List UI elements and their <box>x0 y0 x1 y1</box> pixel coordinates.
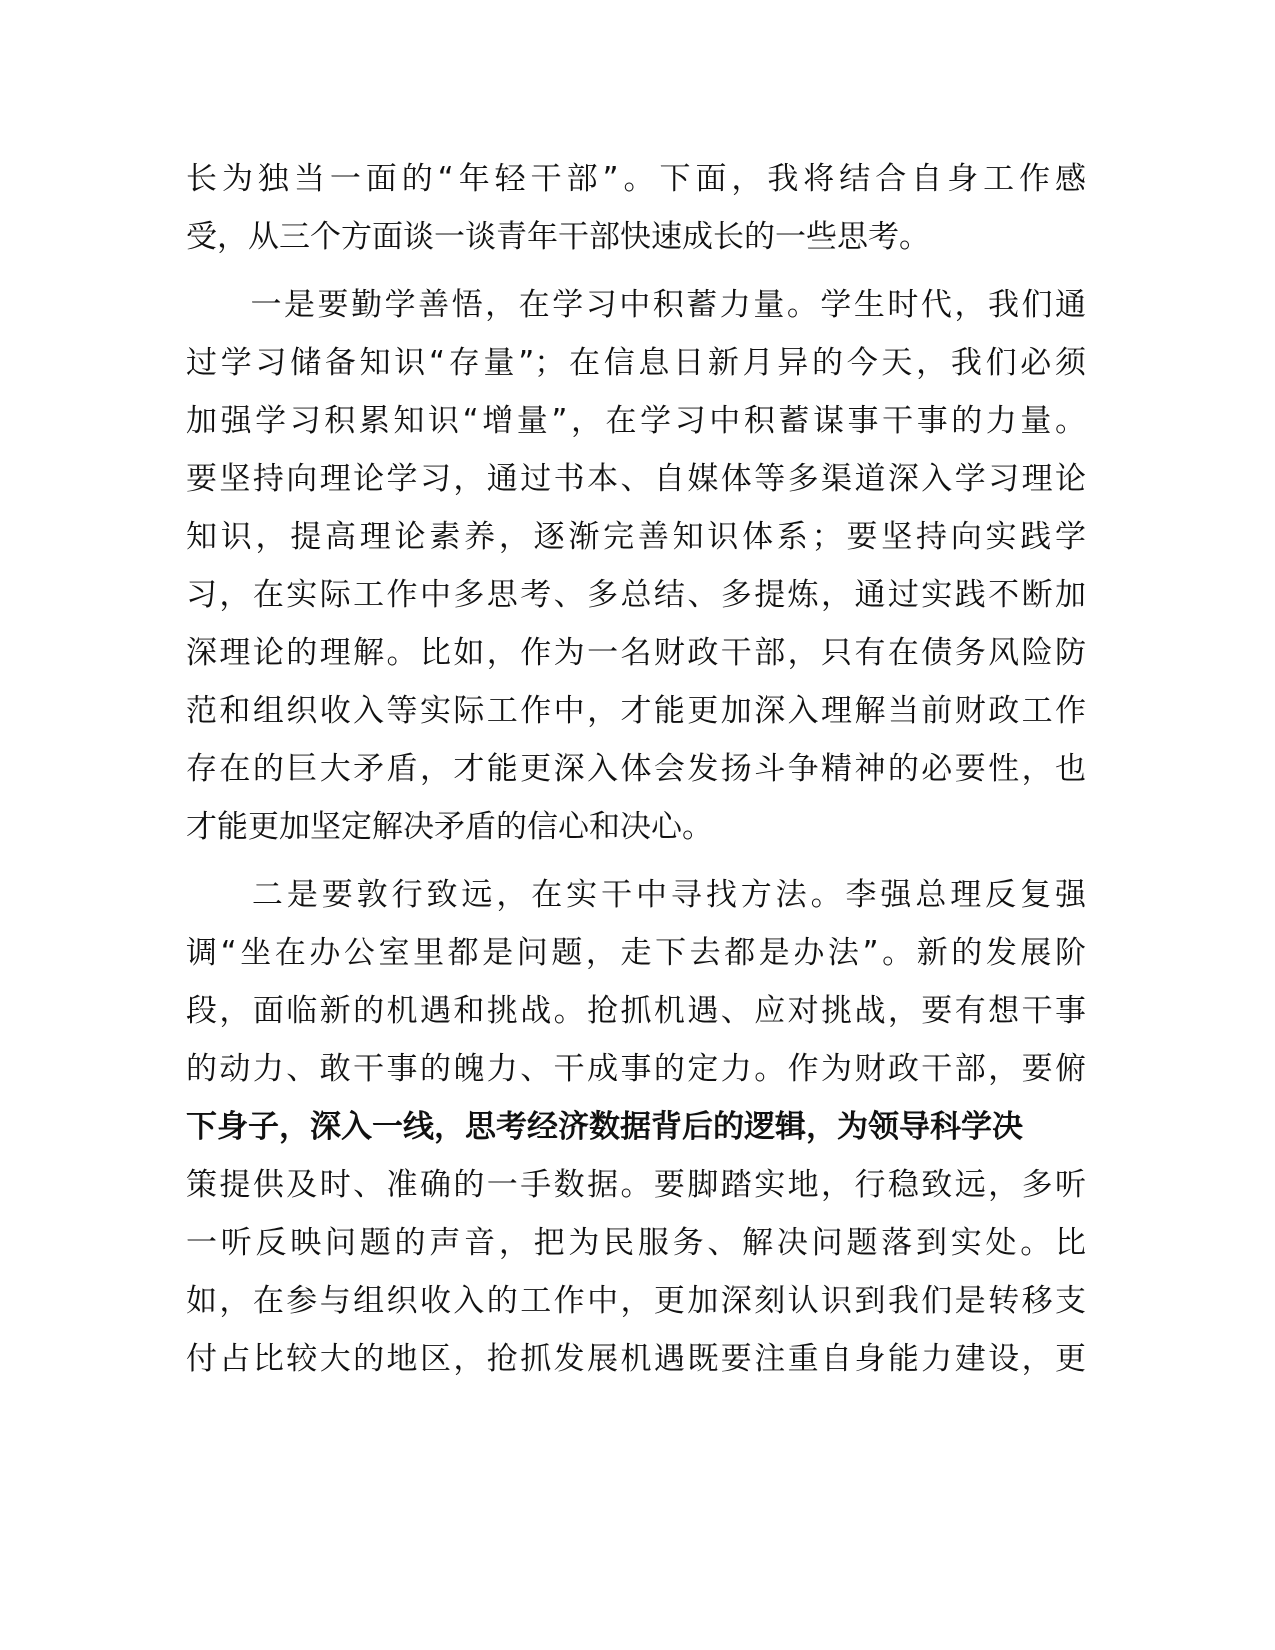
text-line: 的动力、敢干事的魄力、干成事的定力。作为财政干部，要俯 <box>186 1051 1086 1087</box>
text-line: 深理论的理解。比如，作为一名财政干部，只有在债务风险防 <box>186 635 1086 671</box>
text-line: 习，在实际工作中多思考、多总结、多提炼，通过实践不断加 <box>186 577 1086 613</box>
text-line: 知识，提高理论素养，逐渐完善知识体系；要坚持向实践学 <box>186 519 1086 555</box>
text-line: 段，面临新的机遇和挑战。抢抓机遇、应对挑战，要有想干事 <box>186 993 1086 1029</box>
text-line: 范和组织收入等实际工作中，才能更加深入理解当前财政工作 <box>186 693 1086 729</box>
text-line: 才能更加坚定解决矛盾的信心和决心。 <box>186 809 713 845</box>
text-line: 受，从三个方面谈一谈青年干部快速成长的一些思考。 <box>186 219 930 255</box>
text-line: 要坚持向理论学习，通过书本、自媒体等多渠道深入学习理论 <box>186 461 1086 497</box>
paragraph-lead: 二是要敦行致远，在实干中寻找方法。李强总理反复强 <box>248 877 1086 913</box>
text-line: 加强学习积累知识“增量”，在学习中积蓄谋事干事的力量。 <box>186 403 1086 439</box>
text-line: 过学习储备知识“存量”；在信息日新月异的今天，我们必须 <box>186 345 1086 381</box>
text-line: 存在的巨大矛盾，才能更深入体会发扬斗争精神的必要性，也 <box>186 751 1086 787</box>
text-line: 如，在参与组织收入的工作中，更加深刻认识到我们是转移支 <box>186 1283 1086 1319</box>
text-line: 调“坐在办公室里都是问题，走下去都是办法”。新的发展阶 <box>186 935 1086 971</box>
text-line-bold: 下身子，深入一线，思考经济数据背后的逻辑，为领导科学决 <box>186 1109 1023 1145</box>
paragraph-lead: 一是要勤学善悟，在学习中积蓄力量。学生时代，我们通 <box>248 287 1086 323</box>
text-line <box>186 276 1086 334</box>
body-text <box>186 150 1086 1388</box>
text-line: 一听反映问题的声音，把为民服务、解决问题落到实处。比 <box>186 1225 1086 1261</box>
text-line <box>186 866 1086 924</box>
text-line: 付占比较大的地区，抢抓发展机遇既要注重自身能力建设，更 <box>186 1341 1086 1377</box>
text-line: 长为独当一面的“年轻干部”。下面，我将结合自身工作感 <box>186 161 1086 197</box>
text-line: 策提供及时、准确的一手数据。要脚踏实地，行稳致远，多听 <box>186 1167 1086 1203</box>
